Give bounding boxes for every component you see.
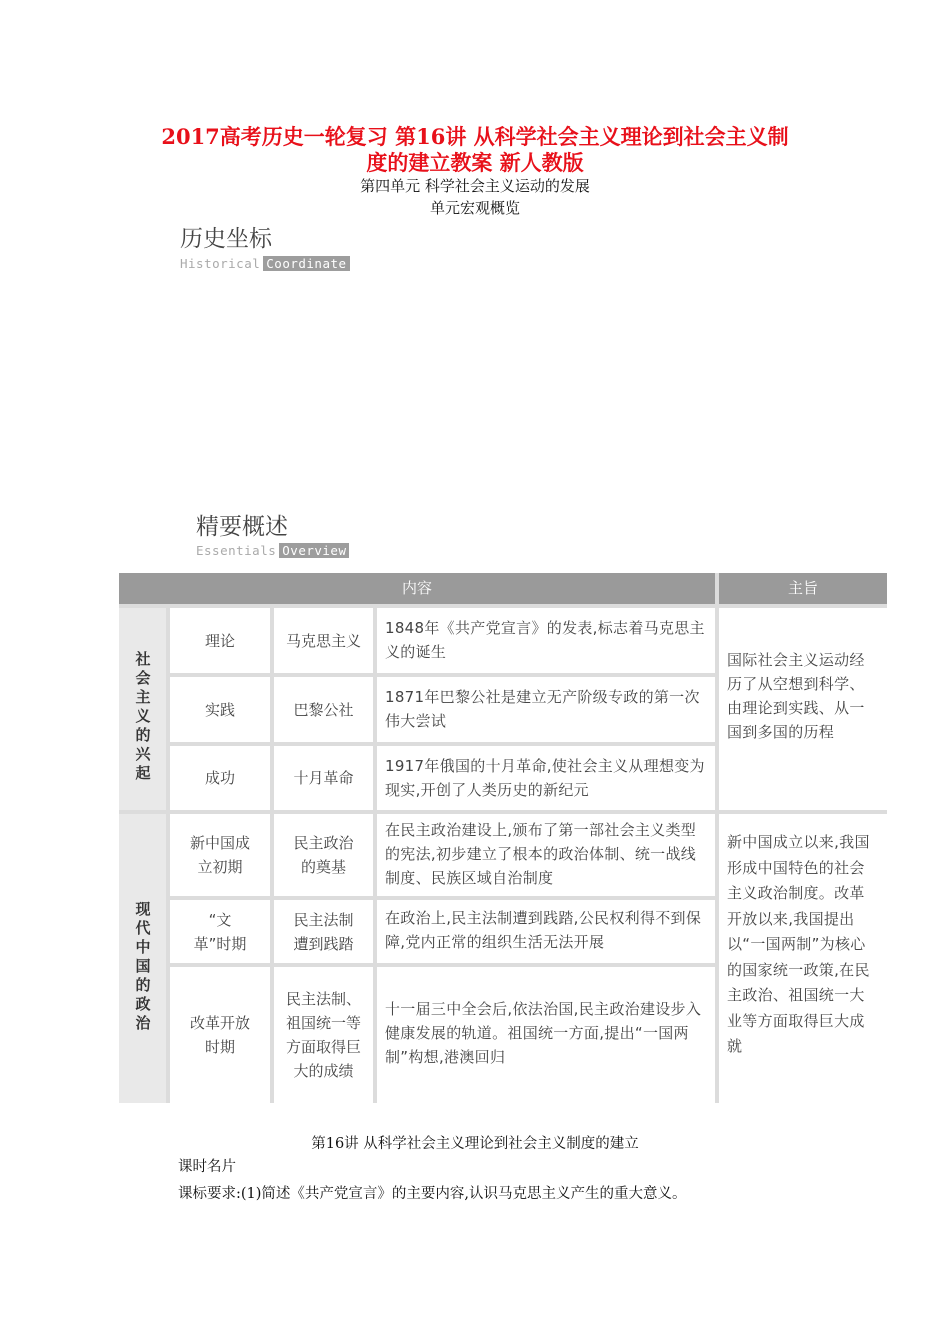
r5-b: 民主法制遭到践踏	[274, 900, 373, 963]
r3-a: 成功	[170, 746, 270, 810]
r1-b: 马克思主义	[274, 608, 373, 673]
r3-b: 十月革命	[274, 746, 373, 810]
unit-title: 第四单元 科学社会主义运动的发展	[360, 177, 590, 195]
r5-c: 在政治上,民主法制遭到践踏,公民权利得不到保障,党内正常的组织生活无法开展	[377, 900, 715, 963]
r5-a: “文革”时期	[170, 900, 270, 963]
r1-c: 1848年《共产党宣言》的发表,标志着马克思主义的诞生	[377, 608, 715, 673]
overview-heading-en	[196, 543, 349, 558]
group-modern-politics	[119, 814, 166, 1103]
theme-2: 新中国成立以来,我国形成中国特色的社会主义政治制度。改革开放以来,我国提出以“一国两制”为核心的国家统一政策,在民主政治、祖国统一大业等方面取得巨大成就	[719, 814, 887, 1103]
r6-a: 改革开放时期	[170, 967, 270, 1103]
coord-heading: 历史坐标	[180, 226, 272, 252]
header-theme: 主旨	[719, 573, 887, 604]
coord-en-word2: Coordinate	[263, 256, 349, 271]
r4-c: 在民主政治建设上,颁布了第一部社会主义类型的宪法,初步建立了根本的政治体制、统一战线制度、民族区域自治制度	[377, 814, 715, 896]
doc-title-line2: 度的建立教案 新人教版	[366, 150, 584, 175]
header-content: 内容	[119, 573, 715, 604]
unit-subtitle: 单元宏观概览	[429, 199, 520, 217]
r3-c: 1917年俄国的十月革命,使社会主义从理想变为现实,开创了人类历史的新纪元	[377, 746, 715, 810]
r6-b: 民主法制、祖国统一等方面取得巨大的成绩	[274, 967, 373, 1103]
lesson-title: 第16讲 从科学社会主义理论到社会主义制度的建立	[311, 1136, 639, 1152]
curriculum-requirement: 课标要求:(1)简述《共产党宣言》的主要内容,认识马克思主义产生的重大意义。	[178, 1186, 687, 1202]
overview-table	[119, 573, 887, 1103]
coord-en-word1: Historical	[180, 256, 261, 271]
coord-heading-en	[180, 256, 350, 271]
overview-heading: 精要概述	[196, 514, 288, 540]
r2-b: 巴黎公社	[274, 677, 373, 742]
group-socialism-rise	[119, 608, 166, 810]
r4-b: 民主政治的奠基	[274, 814, 373, 896]
overview-en-word2: Overview	[279, 543, 349, 558]
r2-a: 实践	[170, 677, 270, 742]
group-label-2: 现代中国的政治	[135, 900, 151, 1032]
r2-c: 1871年巴黎公社是建立无产阶级专政的第一次伟大尝试	[377, 677, 715, 742]
group-label: 社会主义的兴起	[135, 650, 151, 782]
history-timeline	[0, 280, 950, 500]
doc-title-line1: 2017高考历史一轮复习 第16讲 从科学社会主义理论到社会主义制	[161, 124, 789, 149]
r6-c: 十一届三中全会后,依法治国,民主政治建设步入健康发展的轨道。祖国统一方面,提出“一国两制”构想,港澳回归	[377, 967, 715, 1103]
card-label: 课时名片	[178, 1159, 236, 1175]
r4-a: 新中国成立初期	[170, 814, 270, 896]
overview-en-word1: Essentials	[196, 543, 277, 558]
theme-1: 国际社会主义运动经历了从空想到科学、由理论到实践、从一国到多国的历程	[719, 608, 887, 810]
r1-a: 理论	[170, 608, 270, 673]
